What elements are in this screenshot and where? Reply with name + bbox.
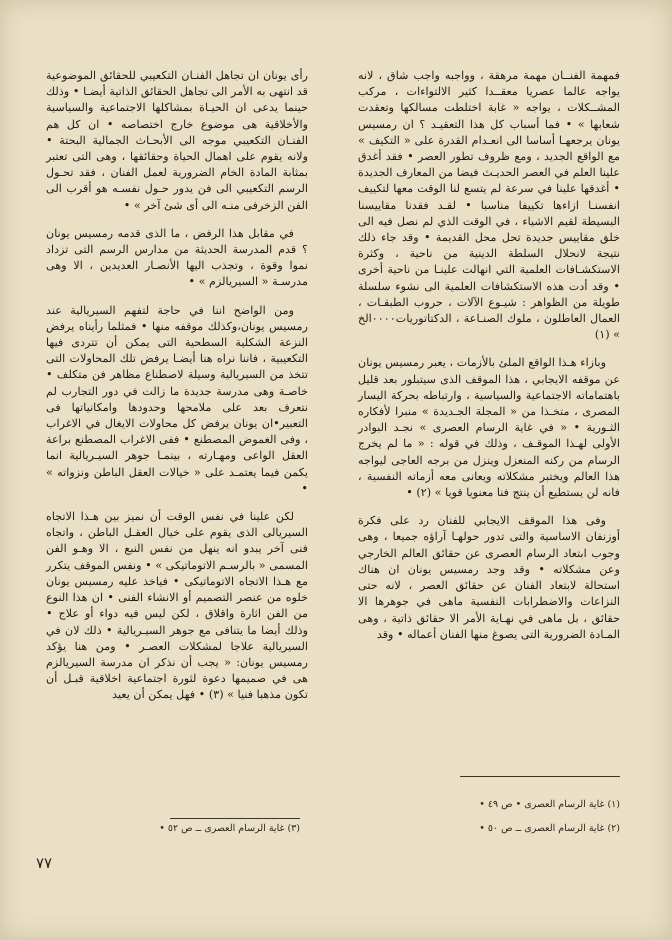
footnote: (٣) غاية الرسام العصرى ــ ص ٥٢ • [159,823,300,834]
paragraph: ومن الواضح اننا في حاجة لتفهم السيريالية عند رمسيس يونان،وكذلك موقفه منها • فمثلما رأيناه يرفض النزعة الشكلية السطحية التى يمكن أن تتردى فيها التكعيبية ، فاننا نراه هنا أيضـا يرفض تلك المحاولات التى تتخذ من السيريالية وسيلة لاصطناع مظاهر فن متكلف • خاصـة وهى مدرسة جديدة ما زالت في دور التجارب لم نتعرف بعد على ملامحها وحدودها وامكانياتها فى التعبير•ان يونان يرفض كل محاولات الايغال في الاغراب ، وفى الغموض المصطنع • ففى الاغراب المصطنع براعة العقل الواعى ومهـارته ، بينمـا جوهر السيـريالية انما يكمن فيما يعتمـد على « خيالات العقل الباطن ونزواته » • [46,303,308,495]
right-column [358,68,620,655]
paragraph: وفى هذا الموقف الايجابي للفنان رد على فكرة أوزنفان الاساسية والتى تدور حولهـا آراؤه جميعا ، وهى وجوب ابتعاد الرسام العصرى عن حقائق العالم الخارجي وعن مشكلاته • وقد وجد رمسيس يونان ان هناك استحالة لابتعاد الفنان عن حقائق العصر ، لانه حتى النزاعات والاضطرابات النفسية ماهى في جوهرها الا حقائق ، بل ماهى في نهـاية الأمر الا حقائق ذاتية ، وهى المـادة الضرورية التى يصوغ منها الفنان أعماله • وقد [358,514,620,641]
footnote: (٢) غاية الرسام العصرى ــ ص ٥٠ • [479,823,620,834]
paragraph: رأى يونان ان تجاهل الفنـان التكعيبي للحقائق الموضوعية قد انتهى به الأمر الى تجاهل الحقائق الذاتية أيضـا • وذلك حينما يدعى ان الحيـاة بمشاكلها الاجتماعية والسياسية والأخلاقية هى موضوع خارج اختصاصه • ان كل هم الفنـان التكعيبي موجه الى الأبحـاث الجمالية البحتة • ولانه يقوم على اهمال الحياة وحقائقها ، وهى التى تعتبر بمثابة المادة الخام الضرورية لعمل الفنان ، فقد تحـول الرسم التكعيبي الى فن يدور حـول نفسـه هو أقرب الى الفن الزخرفى منـه الى أى شئ آخر » • [46,69,308,212]
page-number: ٧٧ [36,854,53,872]
paragraph: في مقابل هذا الرفض ، ما الذى قدمه رمسيس يونان ؟ قدم المدرسة الحديثة من مدارس الرسم التى تزداد نموا وقوة ، وتجذب اليها الأنصـار العديدين ، الا وهى مدرسـة « السيريالزم » • [46,226,308,289]
paragraph: لكن علينا في نفس الوقت أن نميز بين هـذا الاتجاه السيريالى الذى يقوم على خيال العقـل الباطن ، واتجاه فنى آخر يبدو انه ينهل من نفس النبع ، الا وهـو الفن المسمى « بالرسـم الاتوماتيكى » • ونفس الموقف يتكرر مع هـذا الاتجاه الاتوماتيكى • فياخذ عليه رمسيس يونان خلوه من عنصر التصميم أو الانشاء الفنى • ان هذا النوع من الفن اثارة واقلاق ، لكن ليس فيه دواء أو علاج • وذلك أيضا ما يتنافى مع جوهر السيـريالية • ذلك لان في السيريالية علاجا لمشكلات العصـر • ومن هنا يؤكد رمسيس يونان: « يجب أن نذكر ان مدرسة السيريالزم هى في صميمها دعوة لثورة اجتماعية اخلاقية قبـل أن تكون مذهبا فنيا » (٣) • فهل يمكن أن يعيد [46,510,308,702]
footnote-separator [460,776,620,777]
footnote-separator [170,818,300,819]
footnote: (١) غاية الرسام العصرى • ص ٤٩ • [479,799,620,810]
paragraph: وبازاء هـذا الواقع الملئ بالأزمات ، يعبر رمسيس يونان عن موقفه الايجابي ، هذا الموقف الذى سيتبلور بعد قليل باهتماماته الاجتماعية والسياسية ، وارتباطه بحركة اليسار المصرى ، متخـذا من « المجلة الجـديدة » منبرا لأفكاره الثـورية • « في غاية الرسام العصرى » نجـد البوادر الأولى لهـذا الموقـف ، وذلك في قوله : « ما لم يخرج الرسام من ركنه المنعزل وينزل من برجه العاجى ليواجه هذا العالم ويختبر مشكلاته ويعانى معه أزماته النفسية ، فانه لن يستطيع أن ينتج فنا معنويا قويا » (٢) • [358,356,620,500]
left-column [46,68,308,716]
paragraph: فمهمة الفنــان مهمة مرهقة ، وواجبه واجب شاق ، لانه يواجه عالما عصريا معقــدا كثير الالتواءات ، مركب المشــكلات ، يواجه « غابة اختلطت مسالكها وتعقدت شعابها » • فما أسباب كل هذا التعقيـد ؟ ان رمسيس يونان يرجعهـا أساسا الى انعـدام القدرة على « التكيف » مع الواقع الجديد ، ومع ظروف تطور العصر • فقد أغدق علينا العلم في العصر الحديـث فيضا من المعارف الجديدة • أغدقها علينا في سرعة لم يتسع لنا الوقت معها لتكييف انفسنـا ازاءها تكييفا مناسبا • لقـد فقدنا مقاييسنا البسيطة لقيم الاشياء ، في الوقت الذي لم نصل فيه الى خلق مقاييس جديدة تحل محل القديمة • وقد جاء ذلك نتيجة لانحلال السلطة الدينية من ناحية ، وكثرة الاستكشـافات العلمية التي انهالت علينـا من ناحية أخرى • وقد أدت هذه الاستكشافات العلمية الى نشوء سلسلة طويلة من الظواهر : شيـوع الآلات ، حروب الطبقـات ، العمال العاطلون ، ملوك الصنـاعة ، الدكتاتوريات٠٠٠٠الخ » (١) [358,69,620,342]
